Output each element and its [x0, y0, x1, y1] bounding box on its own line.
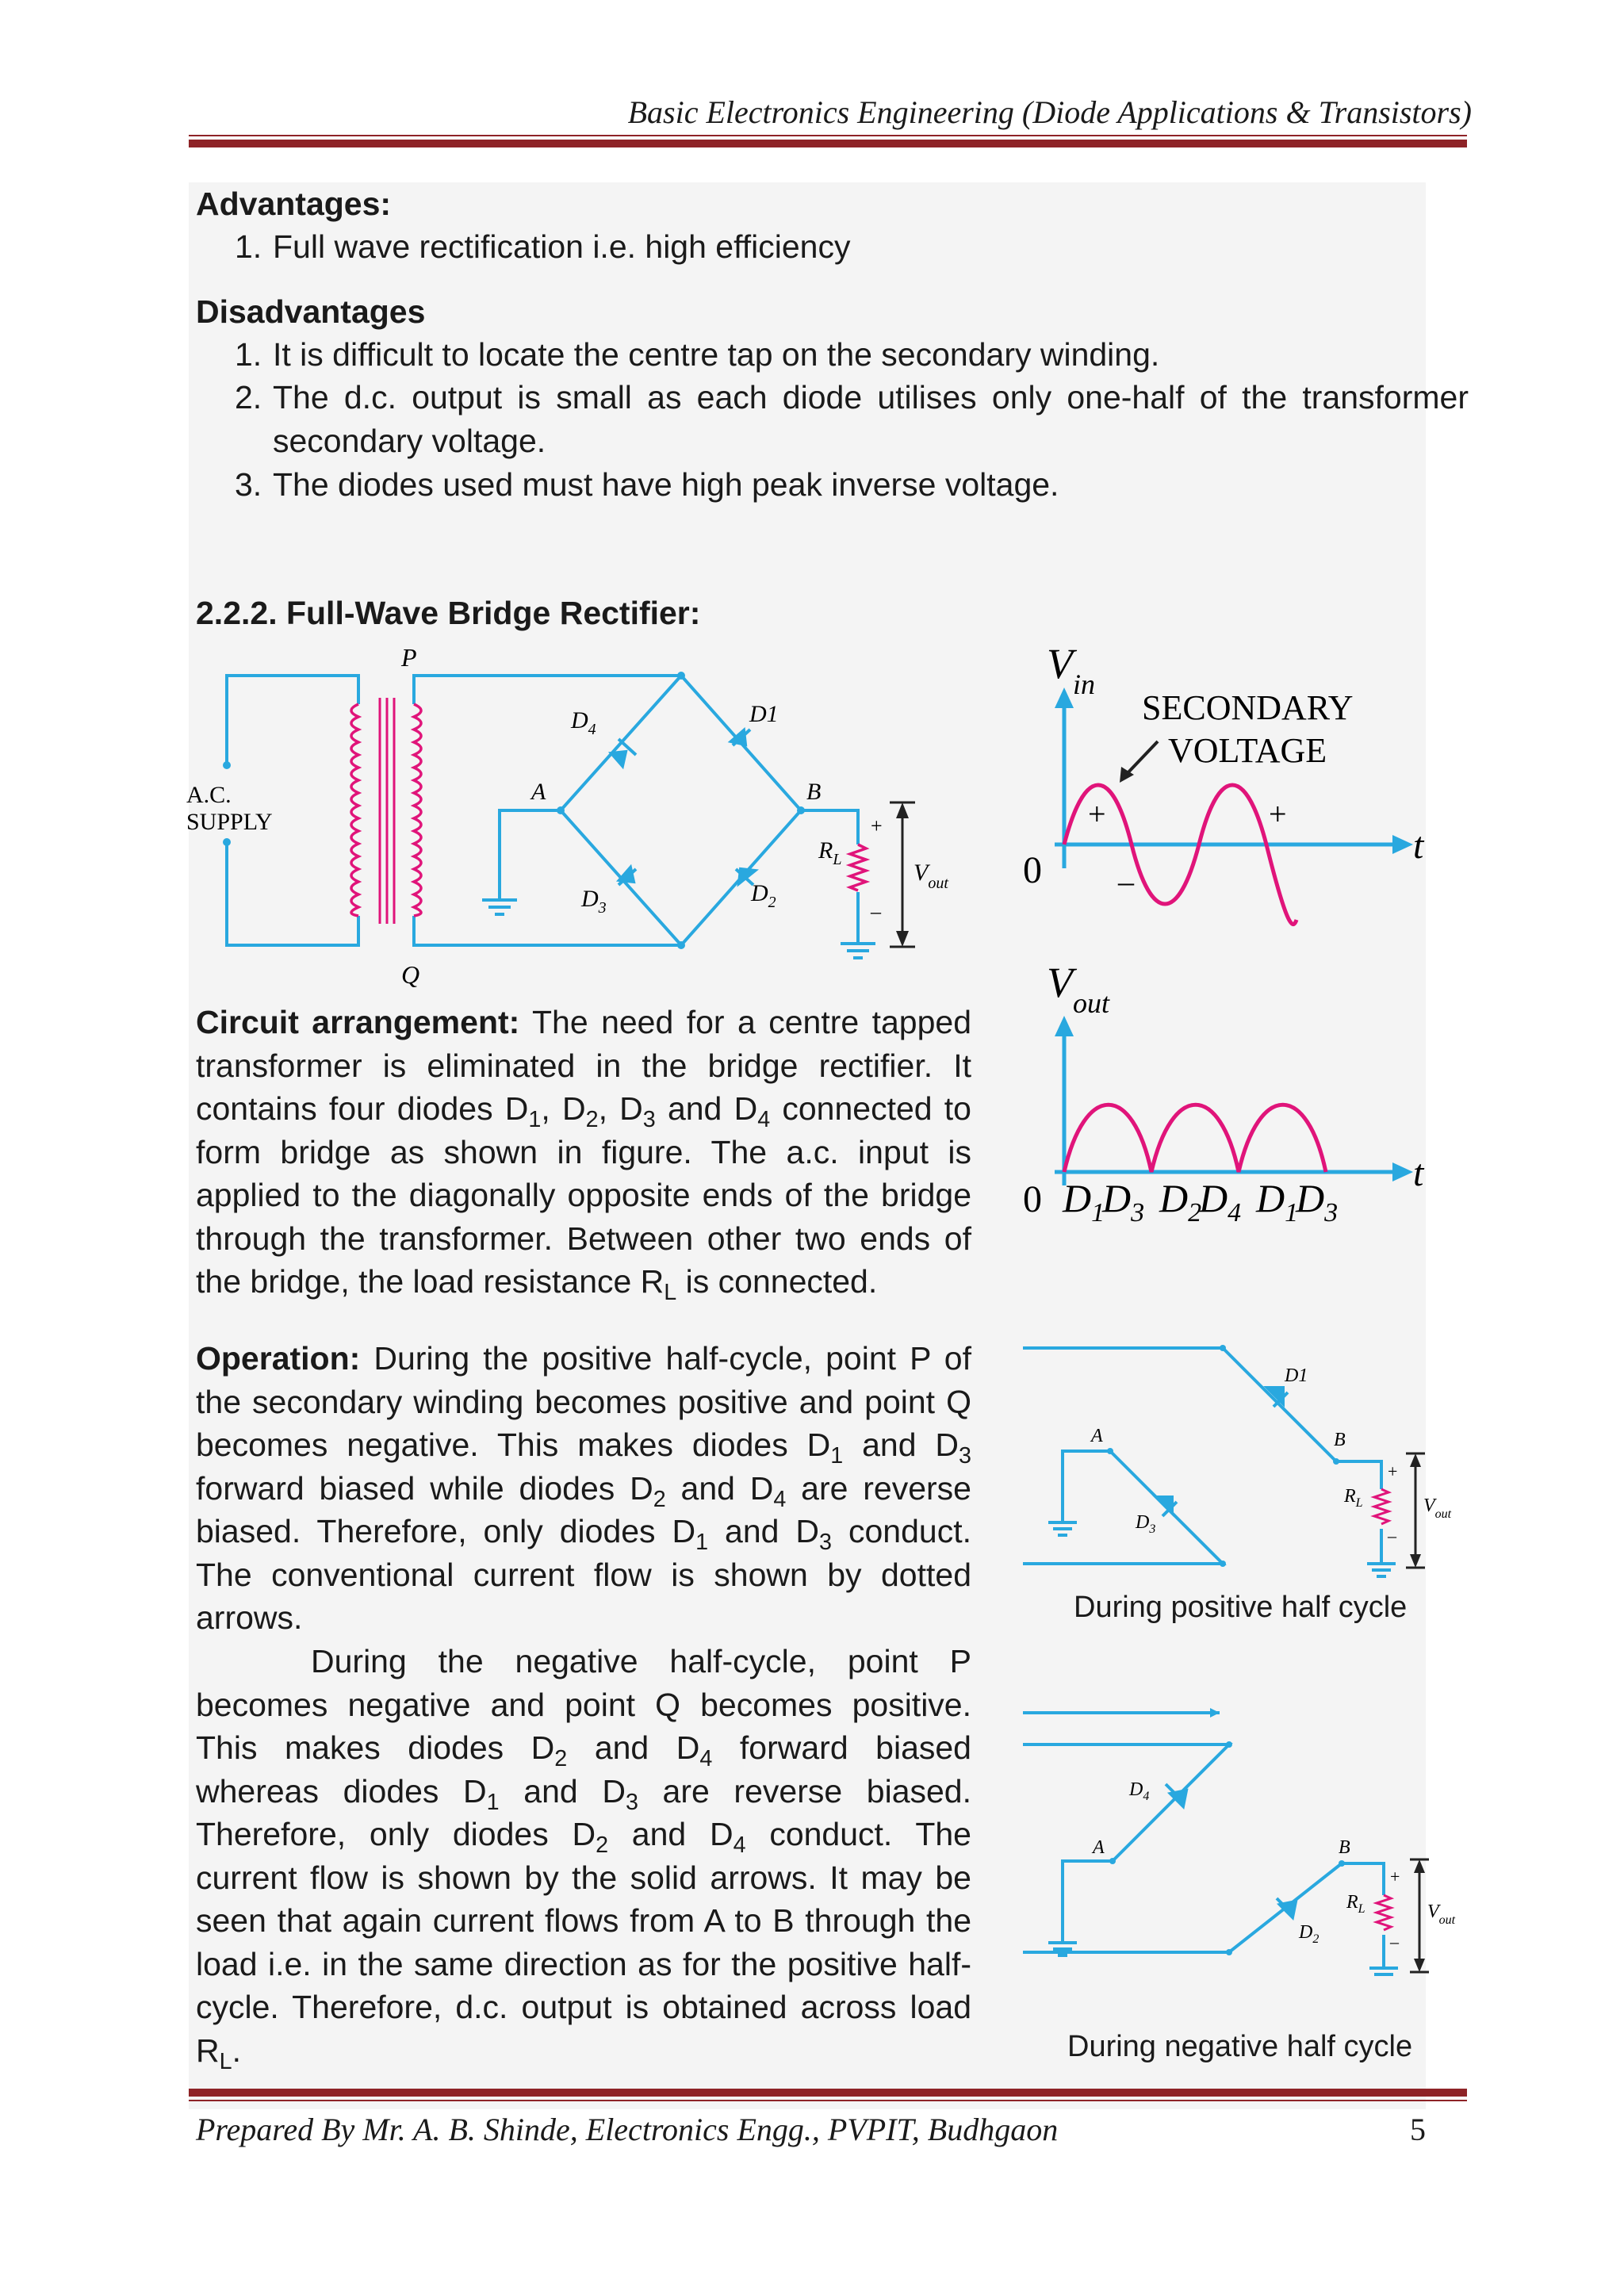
subscript: 2	[653, 1486, 666, 1512]
vin-plus-2: +	[1269, 796, 1287, 832]
neg-load-resistor	[1377, 1895, 1391, 1930]
label-d4: $D_4$	[571, 707, 596, 738]
para-text: conduct. The conventional current flow is shown by dotted arrows.	[196, 1513, 971, 1636]
footer-text: Prepared By Mr. A. B. Shinde, Electronics Engg., PVPIT, Budhgaon	[196, 2112, 1059, 2147]
list-number: 3.	[235, 466, 262, 503]
subscript: 1	[528, 1107, 542, 1133]
para-text: is connected.	[676, 1263, 878, 1300]
ground-symbol	[482, 900, 517, 914]
para-text: The need for a centre tapped transformer is eliminated in the bridge rectifier. It contains four diodes D	[196, 1004, 971, 1127]
subscript: 1	[830, 1443, 844, 1469]
pos-load-wire-top	[1336, 1461, 1381, 1489]
circuit-arrangement-label: Circuit arrangement:	[196, 1004, 520, 1040]
label-p: P	[401, 643, 417, 672]
transformer-core	[380, 698, 394, 924]
negative-half-cycle-diagram	[1015, 1691, 1475, 1976]
vin-plus-1: +	[1088, 796, 1106, 832]
supply-wire-top	[227, 676, 358, 765]
header-rule-thin	[189, 135, 1467, 136]
vin-zero: 0	[1023, 849, 1042, 891]
label-a: A	[531, 779, 546, 805]
vin-t-label: t	[1413, 825, 1424, 867]
pos-load-ground	[1367, 1564, 1396, 1576]
neg-label-d4: $D_4$	[1129, 1779, 1150, 1803]
node	[1109, 1858, 1116, 1864]
para-text: are reverse biased. Therefore, only diodes D	[196, 1469, 971, 1549]
diode-seq-label: $D_4$	[1199, 1176, 1242, 1227]
footer-rule-thick	[189, 2089, 1467, 2097]
node	[1226, 1741, 1232, 1748]
neg-label-rl: $R_L$	[1346, 1892, 1365, 1916]
subscript: 3	[819, 1530, 833, 1556]
label-b: B	[806, 779, 822, 805]
label-q: Q	[401, 960, 420, 989]
neg-label-minus: –	[1390, 1932, 1399, 1951]
para-text: and D	[708, 1513, 820, 1549]
para-text: , D	[541, 1090, 586, 1127]
subscript: L	[664, 1280, 677, 1306]
advantages-heading: Advantages:	[196, 186, 392, 222]
vin-y-axis-arrow	[1055, 687, 1074, 708]
node	[1220, 1561, 1226, 1567]
node-b	[797, 806, 805, 814]
supply-terminal	[223, 761, 231, 769]
vout-wave	[1064, 1105, 1326, 1172]
label-plus: +	[871, 814, 883, 837]
primary-coil	[351, 704, 358, 916]
pos-ground-wire	[1063, 1451, 1110, 1522]
pos-label-d1: D1	[1285, 1365, 1308, 1386]
neg-label-vout: $V_{out}$	[1427, 1901, 1456, 1927]
vout-t-label: t	[1413, 1152, 1424, 1194]
para-text: forward biased while diodes D	[196, 1469, 653, 1507]
label-d2: $D_2$	[751, 880, 776, 911]
neg-label-plus: +	[1390, 1867, 1400, 1886]
secondary-pointer	[1126, 741, 1158, 775]
list-text: It is difficult to locate the centre tap on the secondary winding.	[273, 336, 1160, 373]
para-text: .	[232, 2032, 241, 2069]
secondary-wire-bottom	[414, 916, 681, 945]
neg-label-a: A	[1093, 1837, 1105, 1858]
list-text: Full wave rectification i.e. high efficiency	[273, 228, 851, 265]
node-a	[557, 806, 565, 814]
ac-supply-label-2: SUPPLY	[186, 809, 273, 835]
secondary-voltage-label-1: SECONDARY	[1142, 688, 1354, 727]
footer-rule-thin	[189, 2100, 1467, 2101]
node	[1333, 1458, 1339, 1465]
node	[677, 941, 685, 949]
supply-terminal	[223, 838, 231, 846]
pos-label-a: A	[1091, 1426, 1103, 1446]
diode-sequence-labels	[1062, 1176, 1338, 1227]
vout-arrow-head-up	[896, 802, 909, 818]
vin-label: $V_{in}$	[1047, 640, 1096, 700]
neg-wire-upper	[1023, 1744, 1229, 1861]
circuit-arrangement-paragraph	[196, 1001, 971, 1304]
subscript: 2	[596, 1833, 609, 1859]
operation-paragraph-2	[196, 1640, 971, 2072]
neg-load-wire-top	[1342, 1863, 1384, 1895]
vout-x-axis-arrow	[1392, 1162, 1413, 1181]
subscript: 4	[773, 1486, 787, 1512]
operation-paragraph-1	[196, 1337, 971, 1640]
neg-label-d2: $D_2$	[1299, 1922, 1320, 1946]
para-text: forward biased whereas diodes D	[196, 1729, 971, 1810]
node	[677, 672, 685, 680]
subscript: 1	[695, 1530, 709, 1556]
para-text: During the positive half-cycle, point P of the secondary winding becomes positive and point Q becomes negative. This makes diodes D	[196, 1340, 971, 1463]
neg-label-b: B	[1339, 1837, 1350, 1858]
pos-load-resistor	[1374, 1489, 1388, 1524]
negative-half-caption: During negative half cycle	[1067, 2030, 1413, 2063]
label-rl: $R_L$	[818, 837, 842, 868]
disadvantages-heading: Disadvantages	[196, 293, 426, 330]
section-heading: 2.2.2. Full-Wave Bridge Rectifier:	[196, 595, 701, 631]
list-number: 2.	[235, 379, 262, 416]
pos-label-b: B	[1334, 1430, 1346, 1450]
neg-wire-arrow	[1210, 1708, 1220, 1718]
pos-label-minus: –	[1388, 1526, 1396, 1545]
diode-seq-label: $D_2$	[1159, 1176, 1202, 1227]
ac-supply-label-1: A.C.	[186, 782, 232, 808]
subscript: 4	[757, 1107, 771, 1133]
waveforms-figure	[1023, 630, 1467, 1257]
list-number: 1.	[235, 228, 262, 265]
node	[1226, 1949, 1232, 1955]
label-vout: $V_{out}$	[914, 860, 948, 892]
pos-label-plus: +	[1388, 1461, 1398, 1481]
subscript: 1	[486, 1789, 500, 1815]
para-text: , D	[598, 1090, 643, 1127]
para-text: and D	[655, 1090, 758, 1127]
header-title: Basic Electronics Engineering (Diode Applications & Transistors)	[627, 94, 1472, 130]
list-number: 1.	[235, 336, 262, 373]
node	[1339, 1860, 1345, 1867]
pos-ground-symbol	[1048, 1522, 1077, 1535]
vin-x-axis-arrow	[1392, 835, 1413, 854]
para-text: connected to form bridge as shown in figure. The a.c. input is applied to the diagonally opposite ends of the bridge through the transformer. Between other two ends of the bridge, the load resistance R	[196, 1090, 971, 1300]
ground-wire	[500, 810, 561, 900]
secondary-voltage-label-2: VOLTAGE	[1168, 731, 1327, 770]
para-text: conduct. The current flow is shown by the solid arrows. It may be seen that again current flows from A to B through the load i.e. in the same direction as for the positive half-cycle. Therefore, d.c. output is obtained across load R	[196, 1816, 971, 2069]
pos-label-rl: $R_L$	[1344, 1486, 1363, 1510]
para-text: and D	[608, 1816, 733, 1852]
node	[1107, 1448, 1113, 1454]
vout-zero: 0	[1023, 1178, 1042, 1220]
positive-half-cycle-diagram	[1015, 1332, 1475, 1586]
subscript: 3	[959, 1443, 971, 1469]
para-text: and D	[499, 1772, 626, 1810]
subscript: 4	[733, 1833, 746, 1859]
secondary-wire-top	[414, 676, 681, 704]
load-resistor	[850, 844, 866, 890]
pos-label-d3: $D_3$	[1136, 1512, 1156, 1536]
subscript: 3	[642, 1107, 656, 1133]
diode-seq-label: $D_1$	[1063, 1176, 1105, 1227]
vin-minus: –	[1118, 864, 1134, 899]
diode-seq-label: $D_1$	[1256, 1176, 1299, 1227]
vout-label: $V_{out}$	[1047, 959, 1110, 1019]
subscript: 2	[585, 1107, 599, 1133]
pos-wire-bottom	[1023, 1451, 1223, 1564]
subscript: 3	[625, 1789, 638, 1815]
header-rule-thick	[189, 140, 1467, 147]
diode-seq-label: $D_3$	[1296, 1176, 1339, 1227]
list-text: The diodes used must have high peak inverse voltage.	[273, 466, 1059, 503]
load-ground-symbol	[841, 944, 875, 958]
list-text: The d.c. output is small as each diode utilises only one-half of the transformer secondary voltage.	[273, 379, 1469, 459]
para-text: and D	[843, 1427, 959, 1463]
diode-d4-icon	[611, 752, 626, 766]
vout-y-axis-arrow	[1055, 1016, 1074, 1036]
label-minus: –	[871, 900, 881, 923]
operation-label: Operation:	[196, 1340, 361, 1377]
positive-half-caption: During positive half cycle	[1074, 1591, 1408, 1624]
neg-load-ground	[1369, 1968, 1398, 1974]
para-text: and D	[567, 1729, 700, 1766]
secondary-coil	[414, 704, 421, 916]
para-text: are reverse biased. Therefore, only diodes D	[196, 1772, 971, 1852]
subscript: 2	[554, 1746, 568, 1772]
subscript: 4	[699, 1746, 713, 1772]
para-text: and D	[665, 1469, 774, 1507]
neg-ground-wire	[1063, 1861, 1113, 1943]
para-text: During the negative half-cycle, point P becomes negative and point Q becomes positive. This makes diodes D	[196, 1643, 971, 1766]
page-number: 5	[1410, 2112, 1426, 2147]
label-d1: D1	[749, 701, 779, 727]
node	[1220, 1345, 1226, 1351]
pos-label-vout: $V_{out}$	[1423, 1496, 1452, 1521]
vout-arrow-head-down	[896, 931, 909, 947]
label-d3: $D_3$	[581, 886, 607, 917]
bridge-rectifier-circuit	[174, 634, 967, 999]
subscript: L	[219, 2048, 232, 2074]
diode-seq-label: $D_3$	[1102, 1176, 1145, 1227]
supply-wire-bottom	[227, 842, 358, 945]
